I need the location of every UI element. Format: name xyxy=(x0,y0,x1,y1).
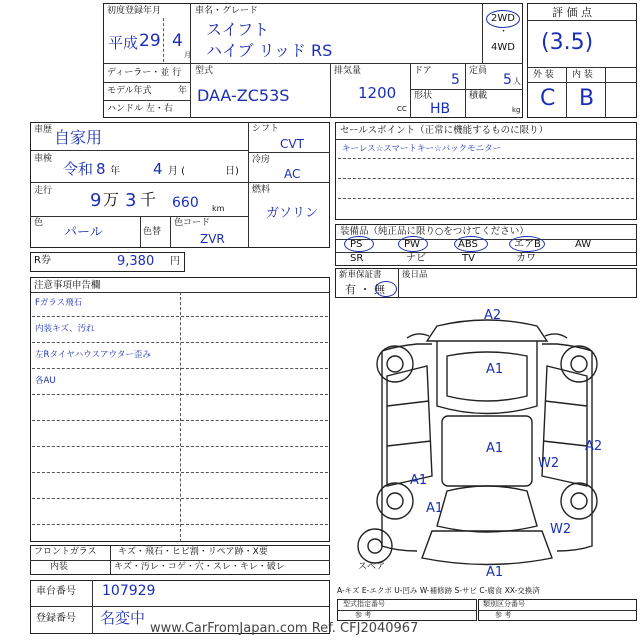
mileage-label: 走行 xyxy=(34,186,53,196)
divider xyxy=(248,152,330,153)
equip-pw: PW xyxy=(404,239,420,250)
divider xyxy=(566,67,567,118)
model-year-unit: 年 xyxy=(178,86,188,96)
damage-mark: A1 xyxy=(410,473,428,488)
recycle-unit: 円 xyxy=(170,256,180,267)
front-glass-value: キズ・飛石・ヒビ割・リペア跡・X要 xyxy=(118,547,268,557)
registration-label: 登録番号 xyxy=(36,613,76,624)
divider xyxy=(103,82,191,83)
divider xyxy=(410,89,523,90)
car-name: スイフト xyxy=(206,20,270,39)
note-item: 内装キズ、汚れ xyxy=(35,324,95,334)
man-unit: 万 xyxy=(103,190,120,209)
shape-value: HB xyxy=(430,101,451,117)
year-unit: 年 xyxy=(110,166,120,177)
warranty-value: 有 ・ 無 xyxy=(345,283,385,296)
score-value: (3.5) xyxy=(541,30,594,55)
drive-sep: ・ xyxy=(499,27,509,37)
type-number-label: 型式指定番号 xyxy=(343,600,385,608)
dash-line xyxy=(32,316,328,317)
color-no-label: 色替 xyxy=(143,227,162,237)
note-item: 各AU xyxy=(35,376,56,386)
inspection-label: 車検 xyxy=(34,154,53,164)
divider xyxy=(527,20,637,21)
divider xyxy=(30,216,248,217)
first-reg-label: 初度登録年月 xyxy=(107,6,162,16)
spare-label: スペア xyxy=(358,562,386,572)
dash-line xyxy=(32,524,328,525)
dash-divider xyxy=(163,18,164,62)
damage-mark: A2 xyxy=(585,439,603,454)
month-unit: 月 xyxy=(184,51,191,59)
dash-divider xyxy=(180,292,181,542)
km-unit: km xyxy=(212,204,225,213)
chassis-label: 車台番号 xyxy=(36,586,76,597)
damage-mark: W2 xyxy=(550,522,572,537)
sales-points-box xyxy=(335,122,637,220)
equip-leather: カワ xyxy=(516,253,536,264)
color-label: 色 xyxy=(34,218,44,228)
notes-title: 注意事項申告欄 xyxy=(34,280,101,291)
first-reg-year: 29 xyxy=(139,31,161,51)
model-year-label: モデル年式 xyxy=(107,86,152,96)
equip-abs: ABS xyxy=(458,239,478,250)
use-label: 車歴 xyxy=(34,125,53,135)
divider xyxy=(140,216,141,248)
divider xyxy=(30,150,248,151)
inspection-year: 8 xyxy=(96,160,106,178)
note-item: 左Rタイヤハウスアウター歪み xyxy=(35,350,151,360)
divider xyxy=(110,545,111,575)
dealer-label: ディーラー・並 行 xyxy=(107,68,182,78)
equip-sr: SR xyxy=(350,253,364,264)
inspection-month: 4 xyxy=(153,160,163,178)
exterior-value: C xyxy=(540,86,556,111)
drive-4wd: 4WD xyxy=(491,42,515,53)
ac-value: AC xyxy=(284,167,301,181)
interior-label: 内 装 xyxy=(572,70,593,80)
use-value: 自家用 xyxy=(54,128,103,147)
displacement-unit: CC xyxy=(397,105,407,113)
equip-tv: TV xyxy=(462,253,475,264)
shift-label: シフト xyxy=(252,124,280,134)
interior-label: 内装 xyxy=(50,562,69,572)
front-glass-label: フロントガラス xyxy=(34,547,97,557)
sen-unit: 千 xyxy=(140,190,157,209)
score-label: 評 価 点 xyxy=(552,6,592,19)
door-label: ドア xyxy=(414,66,432,76)
displacement-label: 排気量 xyxy=(334,66,362,76)
capacity-value: 5 xyxy=(503,72,512,88)
fuel-value: ガソリン xyxy=(266,206,319,221)
divider xyxy=(330,63,331,118)
door-value: 5 xyxy=(451,72,460,88)
divider xyxy=(605,67,606,118)
car-name-label: 車名・グレード xyxy=(195,6,259,16)
equipment-title: 装備品（純正品に限り○をつけてください） xyxy=(340,226,529,237)
sales-points-title: セールスポイント（正常に機能するものに限り） xyxy=(340,125,549,136)
divider xyxy=(190,63,191,118)
damage-mark: A1 xyxy=(486,565,504,580)
divider xyxy=(30,606,330,607)
dash-line xyxy=(32,472,328,473)
divider xyxy=(103,63,523,64)
divider xyxy=(30,182,248,183)
ac-label: 冷房 xyxy=(252,155,271,165)
divider xyxy=(248,182,330,183)
category-number-label: 類別区分番号 xyxy=(483,600,525,608)
equip-airbag: エアB xyxy=(514,239,541,250)
damage-legend: A-キズ E-エクボ U-凹み W-補修跡 S-サビ C-腐食 XX-交換済 xyxy=(337,586,540,595)
type-label: 型式 xyxy=(195,66,214,76)
grade: ハイブ リッド RS xyxy=(206,41,333,60)
dash-line xyxy=(32,394,328,395)
drive-2wd: 2WD xyxy=(491,13,515,24)
mileage-a: 9 xyxy=(90,190,102,211)
divider xyxy=(335,139,637,140)
dash-line xyxy=(32,342,328,343)
damage-mark: W2 xyxy=(538,456,560,471)
warranty-label: 新車保証書 xyxy=(339,270,382,280)
recycle-box xyxy=(30,252,185,272)
color-value: パール xyxy=(64,225,103,240)
recycle-label: R券 xyxy=(34,255,51,266)
type-value: DAA-ZC53S xyxy=(197,86,290,105)
mileage-c: 660 xyxy=(172,195,199,211)
divider xyxy=(92,580,93,634)
day-unit: 日) xyxy=(225,166,239,177)
shift-value: CVT xyxy=(280,137,304,151)
chassis-value: 107929 xyxy=(102,583,156,599)
first-reg-era: 平成 xyxy=(108,34,139,52)
watermark: www.CarFromJapan.com Ref. CFJ2040967 xyxy=(150,621,419,636)
exterior-label: 外 装 xyxy=(533,70,554,80)
dash-line xyxy=(32,420,328,421)
category-number-sub: 参 考 xyxy=(495,611,512,619)
inspection-era: 令和 xyxy=(63,160,94,178)
dash-line xyxy=(32,446,328,447)
equip-navi: ナビ xyxy=(406,253,426,264)
divider xyxy=(170,216,171,248)
load-unit: kg xyxy=(512,106,521,114)
dash-line xyxy=(338,178,634,179)
color-code-value: ZVR xyxy=(200,232,225,246)
warranty-none-circle xyxy=(375,281,397,297)
damage-mark: A2 xyxy=(484,308,502,323)
capacity-unit: 人 xyxy=(513,77,521,86)
later-items-label: 後日品 xyxy=(402,270,428,280)
divider xyxy=(482,3,483,63)
interior-value: B xyxy=(579,86,595,111)
handle-label: ハンドル 左・右 xyxy=(107,104,173,114)
dash-line xyxy=(32,498,328,499)
divider xyxy=(30,560,330,561)
divider xyxy=(527,67,637,68)
fuel-label: 燃料 xyxy=(252,185,271,195)
sales-point-item: キーレス☆スマートキー☆バックモニター xyxy=(342,144,502,154)
divider xyxy=(398,268,399,298)
divider xyxy=(248,122,249,248)
equip-ps: PS xyxy=(350,239,363,250)
interior-value: キズ・汚レ・コゲ・穴・スレ・キレ・破レ xyxy=(114,562,285,572)
displacement-value: 1200 xyxy=(358,84,397,102)
divider xyxy=(103,100,191,101)
mileage-b: 3 xyxy=(125,190,137,211)
divider xyxy=(335,252,637,253)
divider xyxy=(410,63,411,118)
month-unit: 月 ( xyxy=(168,166,186,177)
divider xyxy=(465,63,466,118)
equip-aw: AW xyxy=(575,239,592,250)
first-reg-month: 4 xyxy=(172,31,183,51)
type-number-sub: 参 考 xyxy=(355,611,372,619)
capacity-label: 定員 xyxy=(469,66,488,76)
load-label: 積載 xyxy=(469,91,488,101)
dash-line xyxy=(32,368,328,369)
dash-line xyxy=(338,158,634,159)
damage-mark: A1 xyxy=(486,362,504,377)
damage-mark: A1 xyxy=(426,501,444,516)
dash-line xyxy=(338,198,634,199)
registration-value: 名変中 xyxy=(100,609,146,627)
note-item: Fガラス飛石 xyxy=(35,298,83,308)
divider xyxy=(527,82,637,83)
damage-mark: A1 xyxy=(486,441,504,456)
color-code-label: 色コード xyxy=(174,218,211,228)
shape-label: 形状 xyxy=(414,91,433,101)
recycle-value: 9,380 xyxy=(117,254,155,269)
